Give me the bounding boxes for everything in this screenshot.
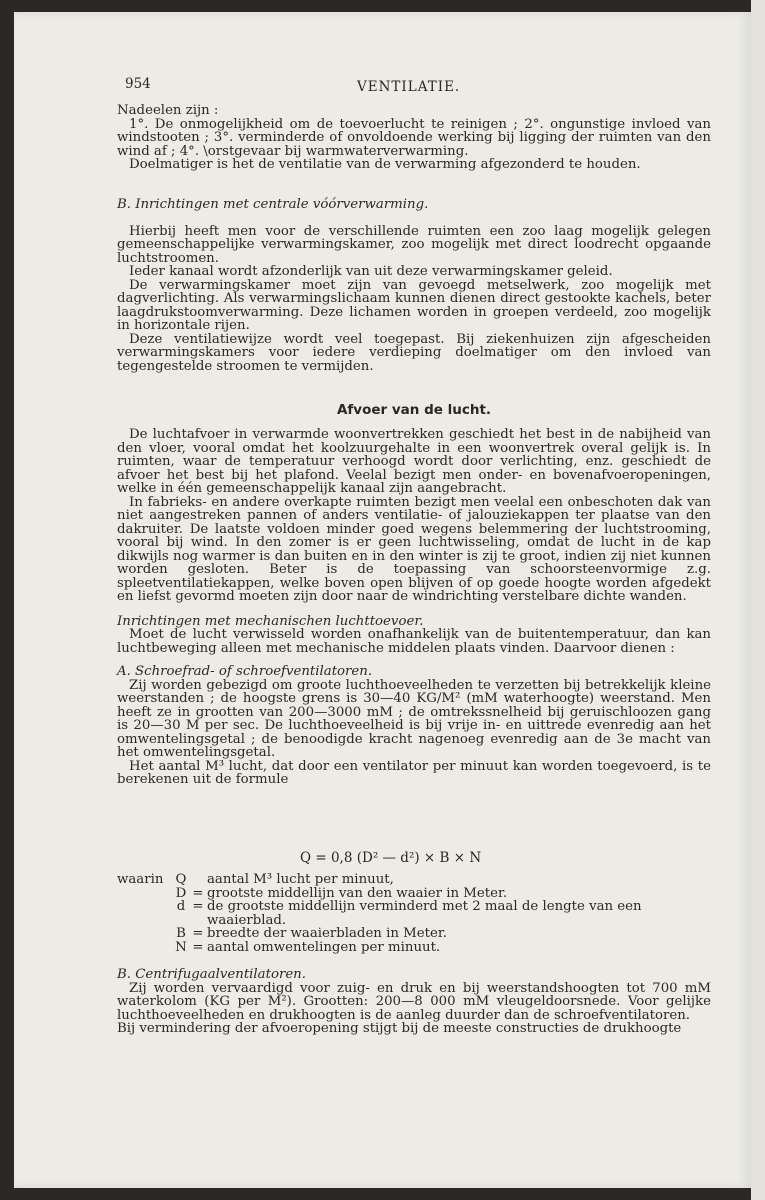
- paragraph: Ieder kanaal wordt afzonderlijk van uit deze verwarmingskamer geleid.: [129, 264, 613, 279]
- subheading: B. Centrifugaalventilatoren.: [117, 967, 306, 982]
- legend-intro: waarin: [117, 872, 164, 887]
- legend-description: aantal M³ lucht per minuut,: [207, 872, 394, 887]
- legend-equals: =: [192, 899, 204, 914]
- legend-symbol: N: [175, 939, 187, 955]
- text-block-centrifugal: [117, 968, 711, 1036]
- paragraph: Doelmatiger is het de ventilatie van de verwarming afgezonderd te houden.: [129, 157, 641, 172]
- subheading: A. Schroefrad- of schroefventilatoren.: [117, 664, 373, 679]
- subheading: Inrichtingen met mechanischen luchttoevoer.: [117, 613, 424, 629]
- legend-symbol: Q: [175, 872, 187, 887]
- legend-symbol: d: [176, 899, 186, 914]
- legend-symbol: D: [175, 885, 187, 901]
- paragraph: In fabrieks- en andere overkapte ruimten bezigt men veelal een onbeschoten dak van niet aangestreken pannen of anders ventilatie- of jalouziekappen ter plaatse van den dakruiter. De laatste voldoen minder goed wegens belemmering der luchtstrooming, vooral bij wind. In den zomer is er geen luchtwisseling, omdat de lucht in de kap dikwijls nog warmer is dan buiten en in den winter is zij te groot, indien zij niet kunnen worden gesloten. Beter is de toepassing van schoorsteenvormige z.g. spleetventilatiekappen, welke boven open blijven of op goede hoogte worden afgedekt en liefst gevormd moeten zijn door naar de windrichting verstelbare dichte wanden.: [117, 494, 711, 604]
- page-number: 954: [125, 76, 151, 92]
- paragraph: De luchtafvoer in verwarmde woonvertrekken geschiedt het best in de nabijheid van den vloer, vooral omdat het koolzuurgehalte in een woonvertrek overal gelijk is. In ruimten, waar de temperatuur verhoogd wordt door verlichting, enz. geschiedt de afvoer het best bij het plafond. Veelal bezigt men onder- en bovenafvoeropeningen, welke in één gemeenschappelijk kanaal zijn aangebracht.: [117, 427, 711, 496]
- subheading: B. Inrichtingen met centrale vóórverwarming.: [117, 197, 429, 212]
- text-block-central-preheating: [117, 198, 711, 373]
- legend-row: [117, 873, 711, 887]
- paragraph: 1°. De onmogelijkheid om de toevoerlucht te reinigen ; 2°. ongunstige invloed van windstooten ; 3°. verminderde of onvoldoende werking bij ligging der ruimten van den wind af ; 4°. \orstgevaar bij warmwaterverwarming.: [117, 116, 711, 159]
- legend-description: grootste middellijn van den waaier in Meter.: [207, 885, 508, 901]
- legend-row: [117, 887, 711, 901]
- running-head: VENTILATIE.: [357, 79, 461, 95]
- paragraph: Moet de lucht verwisseld worden onafhankelijk van de buitentemperatuur, dan kan luchtbeweging alleen met mechanische middelen plaats vinden. Daarvoor dienen :: [117, 627, 711, 656]
- legend-equals: =: [192, 885, 204, 901]
- text-block-disadvantages: [117, 104, 711, 172]
- legend-row: [117, 900, 711, 927]
- legend-row: [117, 941, 711, 955]
- section-heading: Afvoer van de lucht.: [336, 402, 492, 418]
- paragraph: Zij worden vervaardigd voor zuig- en druk en bij weerstandshoogten tot 700 mM waterkolom (KG per M²). Grootten: 200—8 000 mM vleugeldoorsnede. Voor gelijke luchthoeveelheden en drukhoogten is de aanleg duurder dan de schroefventilatoren.: [117, 980, 711, 1023]
- formula-legend: [117, 873, 711, 954]
- page-edge: [751, 0, 765, 1200]
- legend-equals: =: [192, 926, 204, 941]
- legend-description: aantal omwentelingen per minuut.: [207, 939, 441, 955]
- paragraph: Nadeelen zijn :: [117, 103, 219, 118]
- formula: Q = 0,8 (D² — d²) × B × N: [300, 850, 482, 866]
- paragraph: Deze ventilatiewijze wordt veel toegepast. Bij ziekenhuizen zijn afgescheiden verwarmingskamers voor iedere verdieping doelmatiger om den invloed van tegengestelde stroomen te vermijden.: [117, 331, 711, 374]
- legend-row: [117, 927, 711, 941]
- legend-equals: =: [192, 939, 204, 955]
- text-block-air-exhaust: [117, 428, 711, 787]
- legend-description: de grootste middellijn verminderd met 2 maal de lengte van een waaierblad.: [207, 899, 642, 928]
- legend-equals: [189, 873, 207, 887]
- paragraph: De verwarmingskamer moet zijn van gevoegd metselwerk, zoo mogelijk met dagverlichting. Als verwarmingslichaam kunnen dienen direct gestookte kachels, beter laagdrukstoomverwarming. Deze lichamen worden in groepen verdeeld, zoo mogelijk in horizontale rijen.: [117, 277, 711, 333]
- legend-description: breedte der waaierbladen in Meter.: [207, 926, 447, 941]
- paragraph: Bij vermindering der afvoeropening stijgt bij de meeste constructies de drukhoogte: [117, 1021, 682, 1036]
- paragraph: Zij worden gebezigd om groote luchthoeveelheden te verzetten bij betrekkelijk kleine weerstanden ; de hoogste grens is 30—40 KG/M² (mM waterhoogte) weerstand. Men heeft ze in grootten van 200—3000 mM ; de omtrekssnelheid bij geruischloozen gang is 20—30 M per sec. De luchthoeveelheid is bij vrije in- en uittrede evenredig aan het omwentelingsgetal ; de benoodigde kracht nagenoeg evenredig aan de 3e macht van het omwentelingsgetal.: [117, 677, 711, 760]
- paragraph: Hierbij heeft men voor de verschillende ruimten een zoo laag mogelijk gelegen gemeenschappelijke verwarmingskamer, zoo mogelijk met direct loodrecht opgaande luchtstroomen.: [117, 223, 711, 266]
- paragraph: Het aantal M³ lucht, dat door een ventilator per minuut kan worden toegevoerd, is te berekenen uit de formule: [117, 758, 711, 787]
- legend-symbol: B: [176, 926, 186, 941]
